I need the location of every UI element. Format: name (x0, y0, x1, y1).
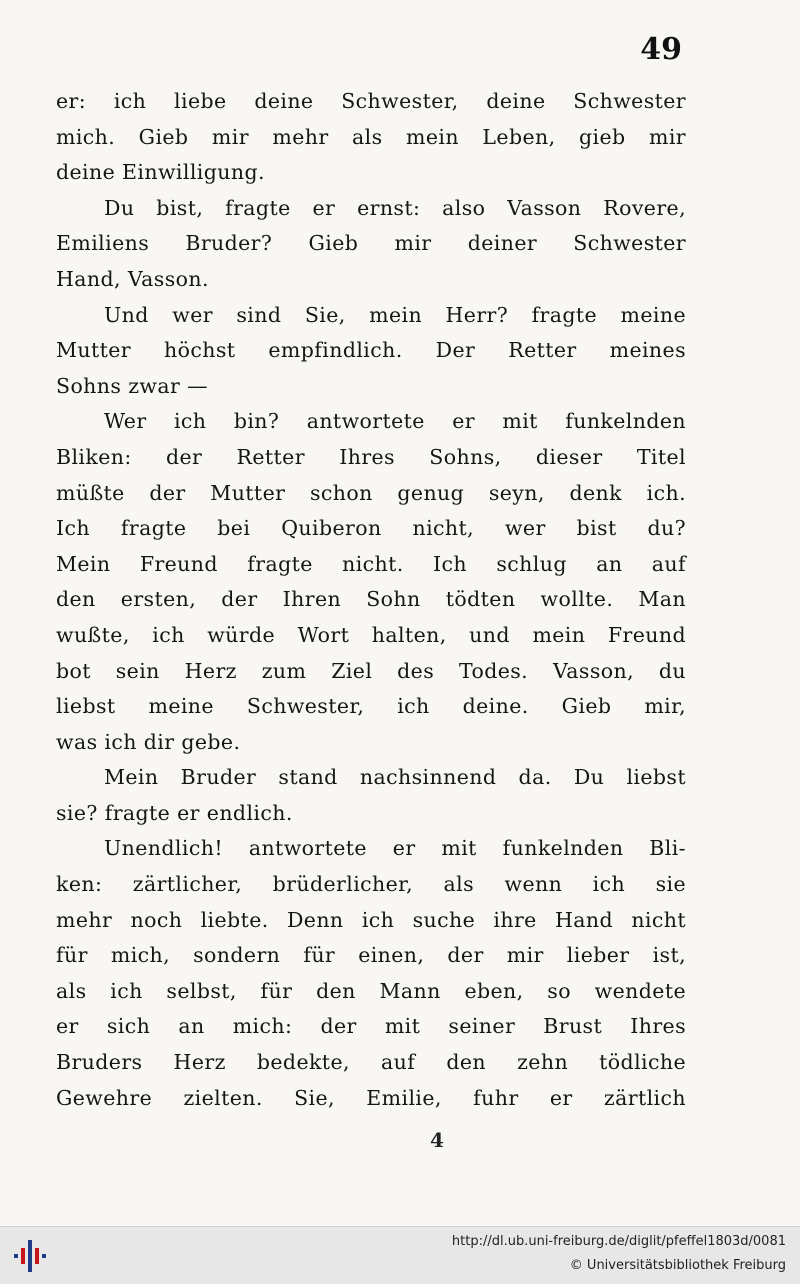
text-line: mich. Gieb mir mehr als mein Leben, gieb mir (56, 124, 686, 149)
text-line: was ich dir gebe. (56, 729, 241, 754)
text-line: Gewehre zielten. Sie, Emilie, fuhr er zärtlich (56, 1085, 686, 1110)
text-line: Bliken: der Retter Ihres Sohns, dieser Titel (56, 444, 686, 469)
text-line: Hand, Vasson. (56, 266, 209, 291)
permalink-url[interactable]: http://dl.ub.uni-freiburg.de/diglit/pfeffel1803d/0081 (451, 1234, 786, 1249)
text-line: wußte, ich würde Wort halten, und mein Freund (56, 622, 686, 647)
ub-freiburg-logo-icon[interactable] (12, 1236, 52, 1276)
page-text (56, 84, 686, 1116)
text-line: Wer ich bin? antwortete er mit funkelnden (104, 409, 686, 434)
text-line: den ersten, der Ihren Sohn tödten wollte. Man (56, 587, 686, 612)
text-line: Unendlich! antwortete er mit funkelnden Bli- (104, 836, 686, 861)
text-line: er: ich liebe deine Schwester, deine Schwester (56, 89, 686, 113)
text-line: als ich selbst, für den Mann eben, so wendete (56, 978, 686, 1003)
text-line: Ich fragte bei Quiberon nicht, wer bist du? (56, 516, 686, 541)
text-line: mehr noch liebte. Denn ich suche ihre Hand nicht (56, 907, 686, 932)
text-line: ken: zärtlicher, brüderlicher, als wenn ich sie (56, 872, 686, 897)
text-line: deine Einwilligung. (56, 160, 265, 185)
text-line: Bruders Herz bedekte, auf den zehn tödliche (56, 1050, 686, 1075)
text-line: müßte der Mutter schon genug seyn, denk ich. (56, 480, 686, 505)
text-line: Mutter höchst empfindlich. Der Retter meines (56, 338, 686, 363)
text-line: Und wer sind Sie, mein Herr? fragte meine (104, 302, 686, 327)
text-line: für mich, sondern für einen, der mir lieber ist, (56, 943, 686, 968)
viewer-footer (0, 1226, 800, 1284)
text-line: Mein Freund fragte nicht. Ich schlug an auf (56, 551, 686, 576)
signature-mark: 4 (430, 1128, 444, 1152)
page-number: 49 (640, 32, 682, 67)
copyright-notice: © Universitätsbibliothek Freiburg (569, 1258, 786, 1273)
text-line: sie? fragte er endlich. (56, 800, 293, 825)
text-line: er sich an mich: der mit seiner Brust Ihres (56, 1014, 686, 1039)
text-line: Sohns zwar — (56, 373, 209, 398)
text-line: Mein Bruder stand nachsinnend da. Du liebst (104, 765, 686, 790)
text-line: Emiliens Bruder? Gieb mir deiner Schwester (56, 231, 686, 256)
text-line: Du bist, fragte er ernst: also Vasson Rovere, (104, 195, 686, 220)
text-line: liebst meine Schwester, ich deine. Gieb mir, (56, 694, 686, 719)
text-line: bot sein Herz zum Ziel des Todes. Vasson, du (56, 658, 686, 683)
